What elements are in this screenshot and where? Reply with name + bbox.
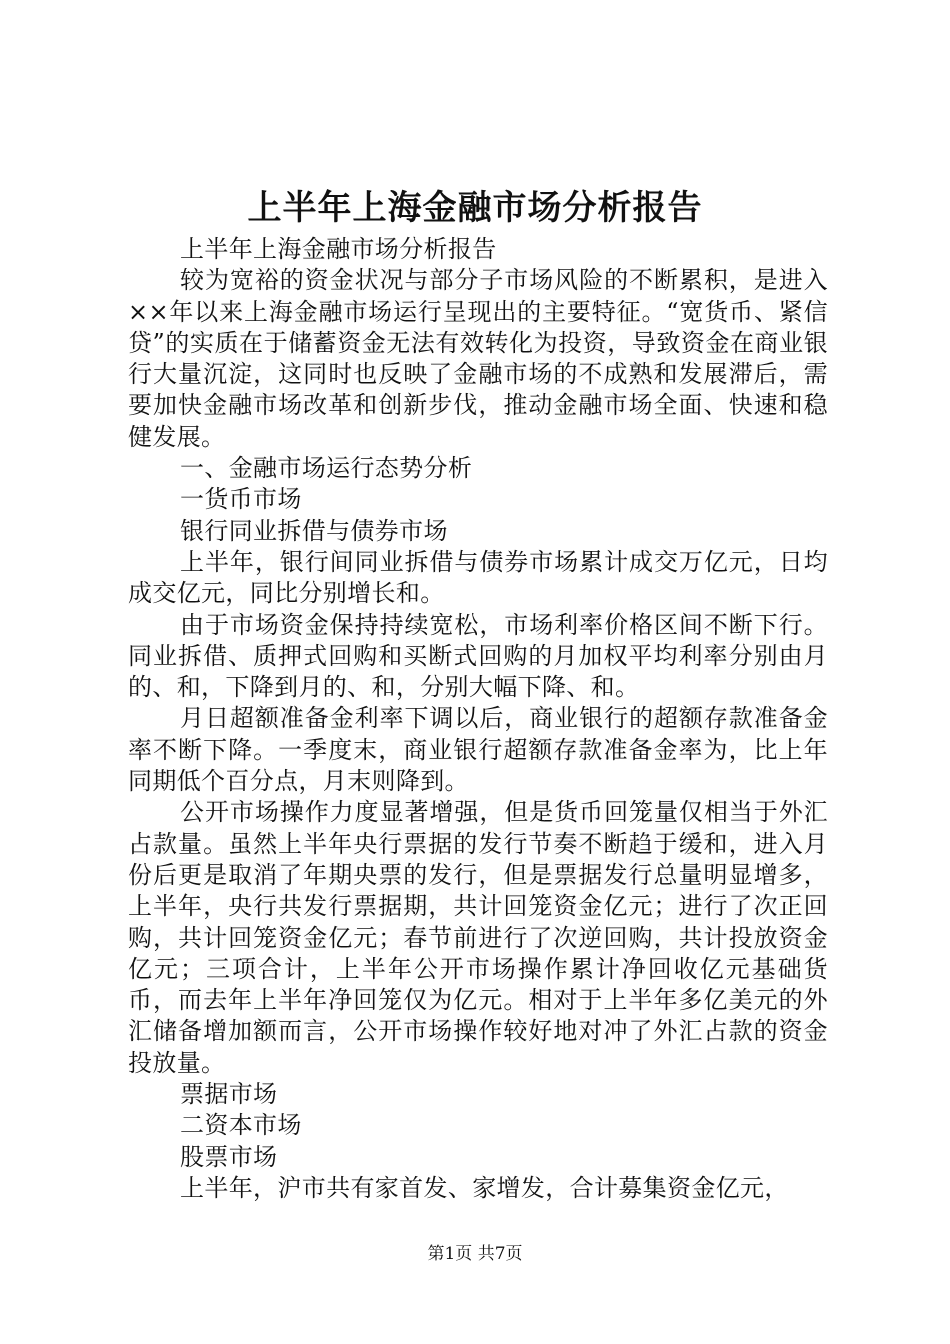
section-heading: 一、金融市场运行态势分析: [180, 454, 473, 483]
document-body: [128, 234, 828, 1204]
page-number: 第1页 共7页: [427, 1244, 523, 1264]
paragraph: 由于市场资金保持持续宽松，市场利率价格区间不断下行。同业拆借、质押式回购和买断式回购的月加权平均利率分别由月的、和，下降到月的、和，分别大幅下降、和。: [128, 610, 828, 702]
document-title: 上半年上海金融市场分析报告: [247, 188, 703, 228]
paragraph: 上半年，银行间同业拆借与债券市场累计成交万亿元，日均成交亿元，同比分别增长和。: [128, 547, 828, 608]
subsection-heading: 票据市场: [180, 1080, 278, 1109]
subsection-heading: 一货币市场: [180, 485, 302, 514]
subsection-heading: 股票市场: [180, 1142, 278, 1171]
paragraph: 上半年，沪市共有家首发、家增发，合计募集资金亿元，: [180, 1173, 789, 1202]
subsection-heading: 二资本市场: [180, 1111, 302, 1140]
paragraph: 月日超额准备金利率下调以后，商业银行的超额存款准备金率不断下降。一季度末，商业银行超额存款准备金率为，比上年同期低个百分点，月末则降到。: [128, 704, 828, 796]
paragraph: 公开市场操作力度显著增强，但是货币回笼量仅相当于外汇占款量。虽然上半年央行票据的发行节奏不断趋于缓和，进入月份后更是取消了年期央票的发行，但是票据发行总量明显增多，上半年，央行共发行票据期，共计回笼资金亿元；进行了次正回购，共计回笼资金亿元；春节前进行了次逆回购，共计投放资金亿元；三项合计，上半年公开市场操作累计净回收亿元基础货币，而去年上半年净回笼仅为亿元。相对于上半年多亿美元的外汇储备增加额而言，公开市场操作较好地对冲了外汇占款的资金投放量。: [128, 798, 828, 1077]
subsection-heading: 银行同业拆借与债券市场: [180, 516, 448, 545]
paragraph-subtitle: 上半年上海金融市场分析报告: [180, 235, 497, 263]
paragraph-intro: 较为宽裕的资金状况与部分子市场风险的不断累积，是进入××年以来上海金融市场运行呈现出的主要特征。“宽货币、紧信贷”的实质在于储蓄资金无法有效转化为投资，导致资金在商业银行大量沉淀，这同时也反映了金融市场的不成熟和发展滞后，需要加快金融市场改革和创新步伐，推动金融市场全面、快速和稳健发展。: [128, 266, 828, 451]
